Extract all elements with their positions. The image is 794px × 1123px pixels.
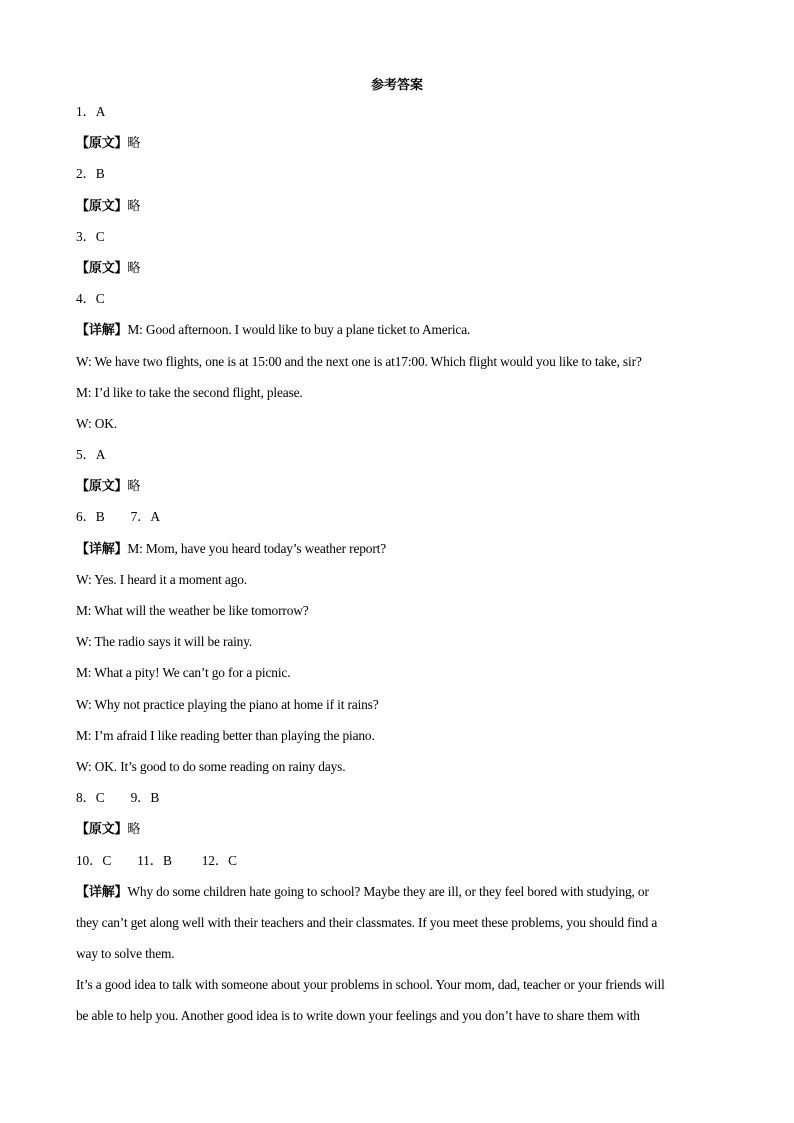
dialogue-line: W: We have two flights, one is at 15:00 and the next one is at17:00. Which flight would you like to take, sir?	[76, 353, 642, 369]
original-text-label: 【原文】	[76, 260, 128, 276]
passage-line: It’s a good idea to talk with someone about your problems in school. Your mom, dad, teacher or your friends will	[76, 977, 665, 993]
details-line-4	[76, 320, 718, 351]
original-text-line-8-9	[76, 819, 718, 850]
answer-1: 1．A	[76, 104, 106, 119]
original-text-label: 【原文】	[76, 479, 128, 495]
details-line-10-12	[76, 882, 718, 913]
dialogue-line: W: OK. It’s good to do some reading on rainy days.	[76, 758, 346, 774]
original-text-line-5	[76, 476, 718, 507]
original-text-line-2	[76, 196, 718, 227]
original-text-label: 【原文】	[76, 198, 128, 214]
answer-6: 6．B	[76, 509, 105, 525]
dialogue-line: W: Why not practice playing the piano at home if it rains?	[76, 696, 379, 712]
passage-line: they can’t get along well with their teachers and their classmates. If you meet these problems, you should find a	[76, 914, 658, 930]
omitted-text: 略	[127, 198, 141, 214]
answers-6-7	[76, 507, 718, 538]
answer-5: 5．A	[76, 447, 106, 463]
answer-7: 7．A	[130, 509, 160, 525]
answer-9: 9．B	[130, 790, 160, 806]
details-label: 【详解】	[76, 884, 128, 900]
dialogue-line: M: What a pity! We can’t go for a picnic.	[76, 665, 291, 681]
details-label: 【详解】	[76, 323, 128, 339]
answer-4: 4．C	[76, 291, 105, 307]
dialogue-line: M: What will the weather be like tomorrow?	[76, 603, 309, 618]
passage-line: Why do some children hate going to school? Maybe they are ill, or they feel bored with studying, or	[127, 883, 649, 899]
dialogue-line: W: The radio says it will be rainy.	[76, 634, 253, 650]
answer-2: 2．B	[76, 166, 105, 182]
dialogue-line: M: Mom, have you heard today’s weather report?	[127, 540, 387, 556]
original-text-label: 【原文】	[76, 822, 128, 838]
passage-line: be able to help you. Another good idea is to write down your feelings and you don’t have to share them with	[76, 1008, 640, 1024]
page-title: 参考答案	[370, 78, 423, 93]
answer-11: 11．B	[137, 852, 172, 868]
passage-line: way to solve them.	[76, 946, 175, 962]
dialogue-line: M: Good afternoon. I would like to buy a plane ticket to America.	[127, 322, 471, 338]
answer-3: 3．C	[76, 228, 105, 244]
answers-8-9	[76, 788, 718, 819]
original-text-line-1	[76, 133, 718, 164]
dialogue-line: M: I’m afraid I like reading better than playing the piano.	[76, 727, 375, 743]
answer-key-content	[76, 102, 718, 1038]
answer-10: 10．C	[76, 852, 112, 868]
omitted-text: 略	[127, 822, 141, 838]
original-text-label: 【原文】	[76, 136, 128, 152]
details-label: 【详解】	[76, 541, 128, 557]
dialogue-line: W: OK.	[76, 415, 117, 431]
original-text-line-3	[76, 258, 718, 289]
answer-8: 8．C	[76, 790, 105, 806]
omitted-text: 略	[127, 479, 141, 495]
answers-10-12	[76, 851, 718, 882]
details-line-6-7	[76, 539, 718, 570]
answer-12: 12．C	[201, 852, 237, 868]
dialogue-line: W: Yes. I heard it a moment ago.	[76, 571, 247, 587]
omitted-text: 略	[127, 260, 141, 276]
omitted-text: 略	[127, 136, 141, 152]
dialogue-line: M: I’d like to take the second flight, please.	[76, 384, 303, 400]
